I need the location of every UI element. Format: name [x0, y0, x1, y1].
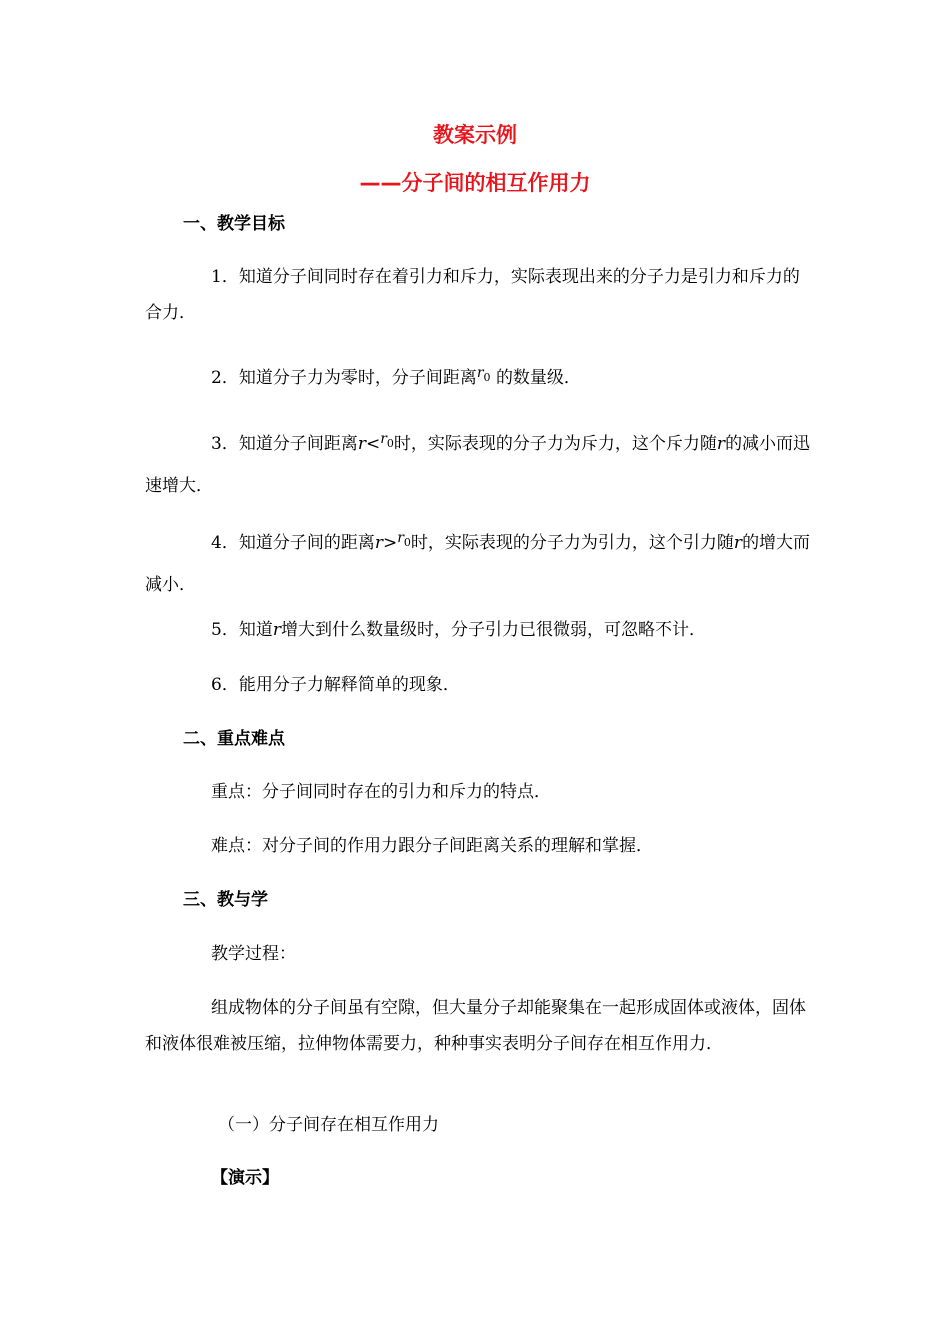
section-heading-objectives: 一、教学目标	[183, 214, 285, 234]
section-heading-teaching: 三、教与学	[183, 890, 268, 910]
document-subtitle: ——分子间的相互作用力	[359, 171, 591, 195]
section-heading-key-points: 二、重点难点	[183, 729, 285, 749]
math-r: r	[357, 434, 366, 454]
objective-item-2	[211, 366, 581, 396]
math-r0: r0	[476, 365, 491, 384]
objective-item-6: 6．能用分子力解释简单的现象．	[211, 675, 460, 695]
math-r0: r0	[397, 530, 411, 549]
objective-item-2-text-end: 的数量级．	[495, 368, 581, 388]
demo-label: 【演示】	[211, 1168, 279, 1188]
document-title: 教案示例	[433, 123, 517, 147]
math-r: r	[374, 533, 383, 553]
objective-item-5: 5．知道r增大到什么数量级时，分子引力已很微弱，可忽略不计．	[211, 620, 706, 640]
math-lt: <	[365, 434, 381, 454]
math-r: r	[272, 620, 281, 640]
math-r0: r0	[380, 431, 394, 450]
math-r: r	[733, 533, 743, 553]
math-gt: >	[382, 533, 398, 553]
subsection-heading-1: （一）分子间存在相互作用力	[218, 1115, 439, 1135]
objective-item-2-text: 2．知道分子力为零时，分子间距离	[211, 368, 477, 388]
math-r: r	[716, 434, 726, 454]
key-point: 重点：分子间同时存在的引力和斥力的特点．	[211, 782, 551, 802]
objective-item-3: 3．知道分子间距离r<$^{r_0}$时，实际表现的分子力为斥力，这个斥力随r的减小而迅速增大．	[145, 431, 811, 496]
objective-item-1: 1．知道分子间同时存在着引力和斥力，实际表现出来的分子力是引力和斥力的合力．	[145, 267, 800, 323]
teaching-intro-paragraph: 组成物体的分子间虽有空隙，但大量分子却能聚集在一起形成固体或液体，固体和液体很难被压缩，拉伸物体需要力，种种事实表明分子间存在相互作用力．	[145, 998, 806, 1054]
difficult-point: 难点：对分子间的作用力跟分子间距离关系的理解和掌握．	[211, 836, 653, 856]
objective-item-4: 4．知道分子间的距离r>$^{r_0}$时，实际表现的分子力为引力，这个引力随r的增大而减小．	[145, 530, 811, 595]
teaching-process-label: 教学过程：	[211, 944, 296, 964]
